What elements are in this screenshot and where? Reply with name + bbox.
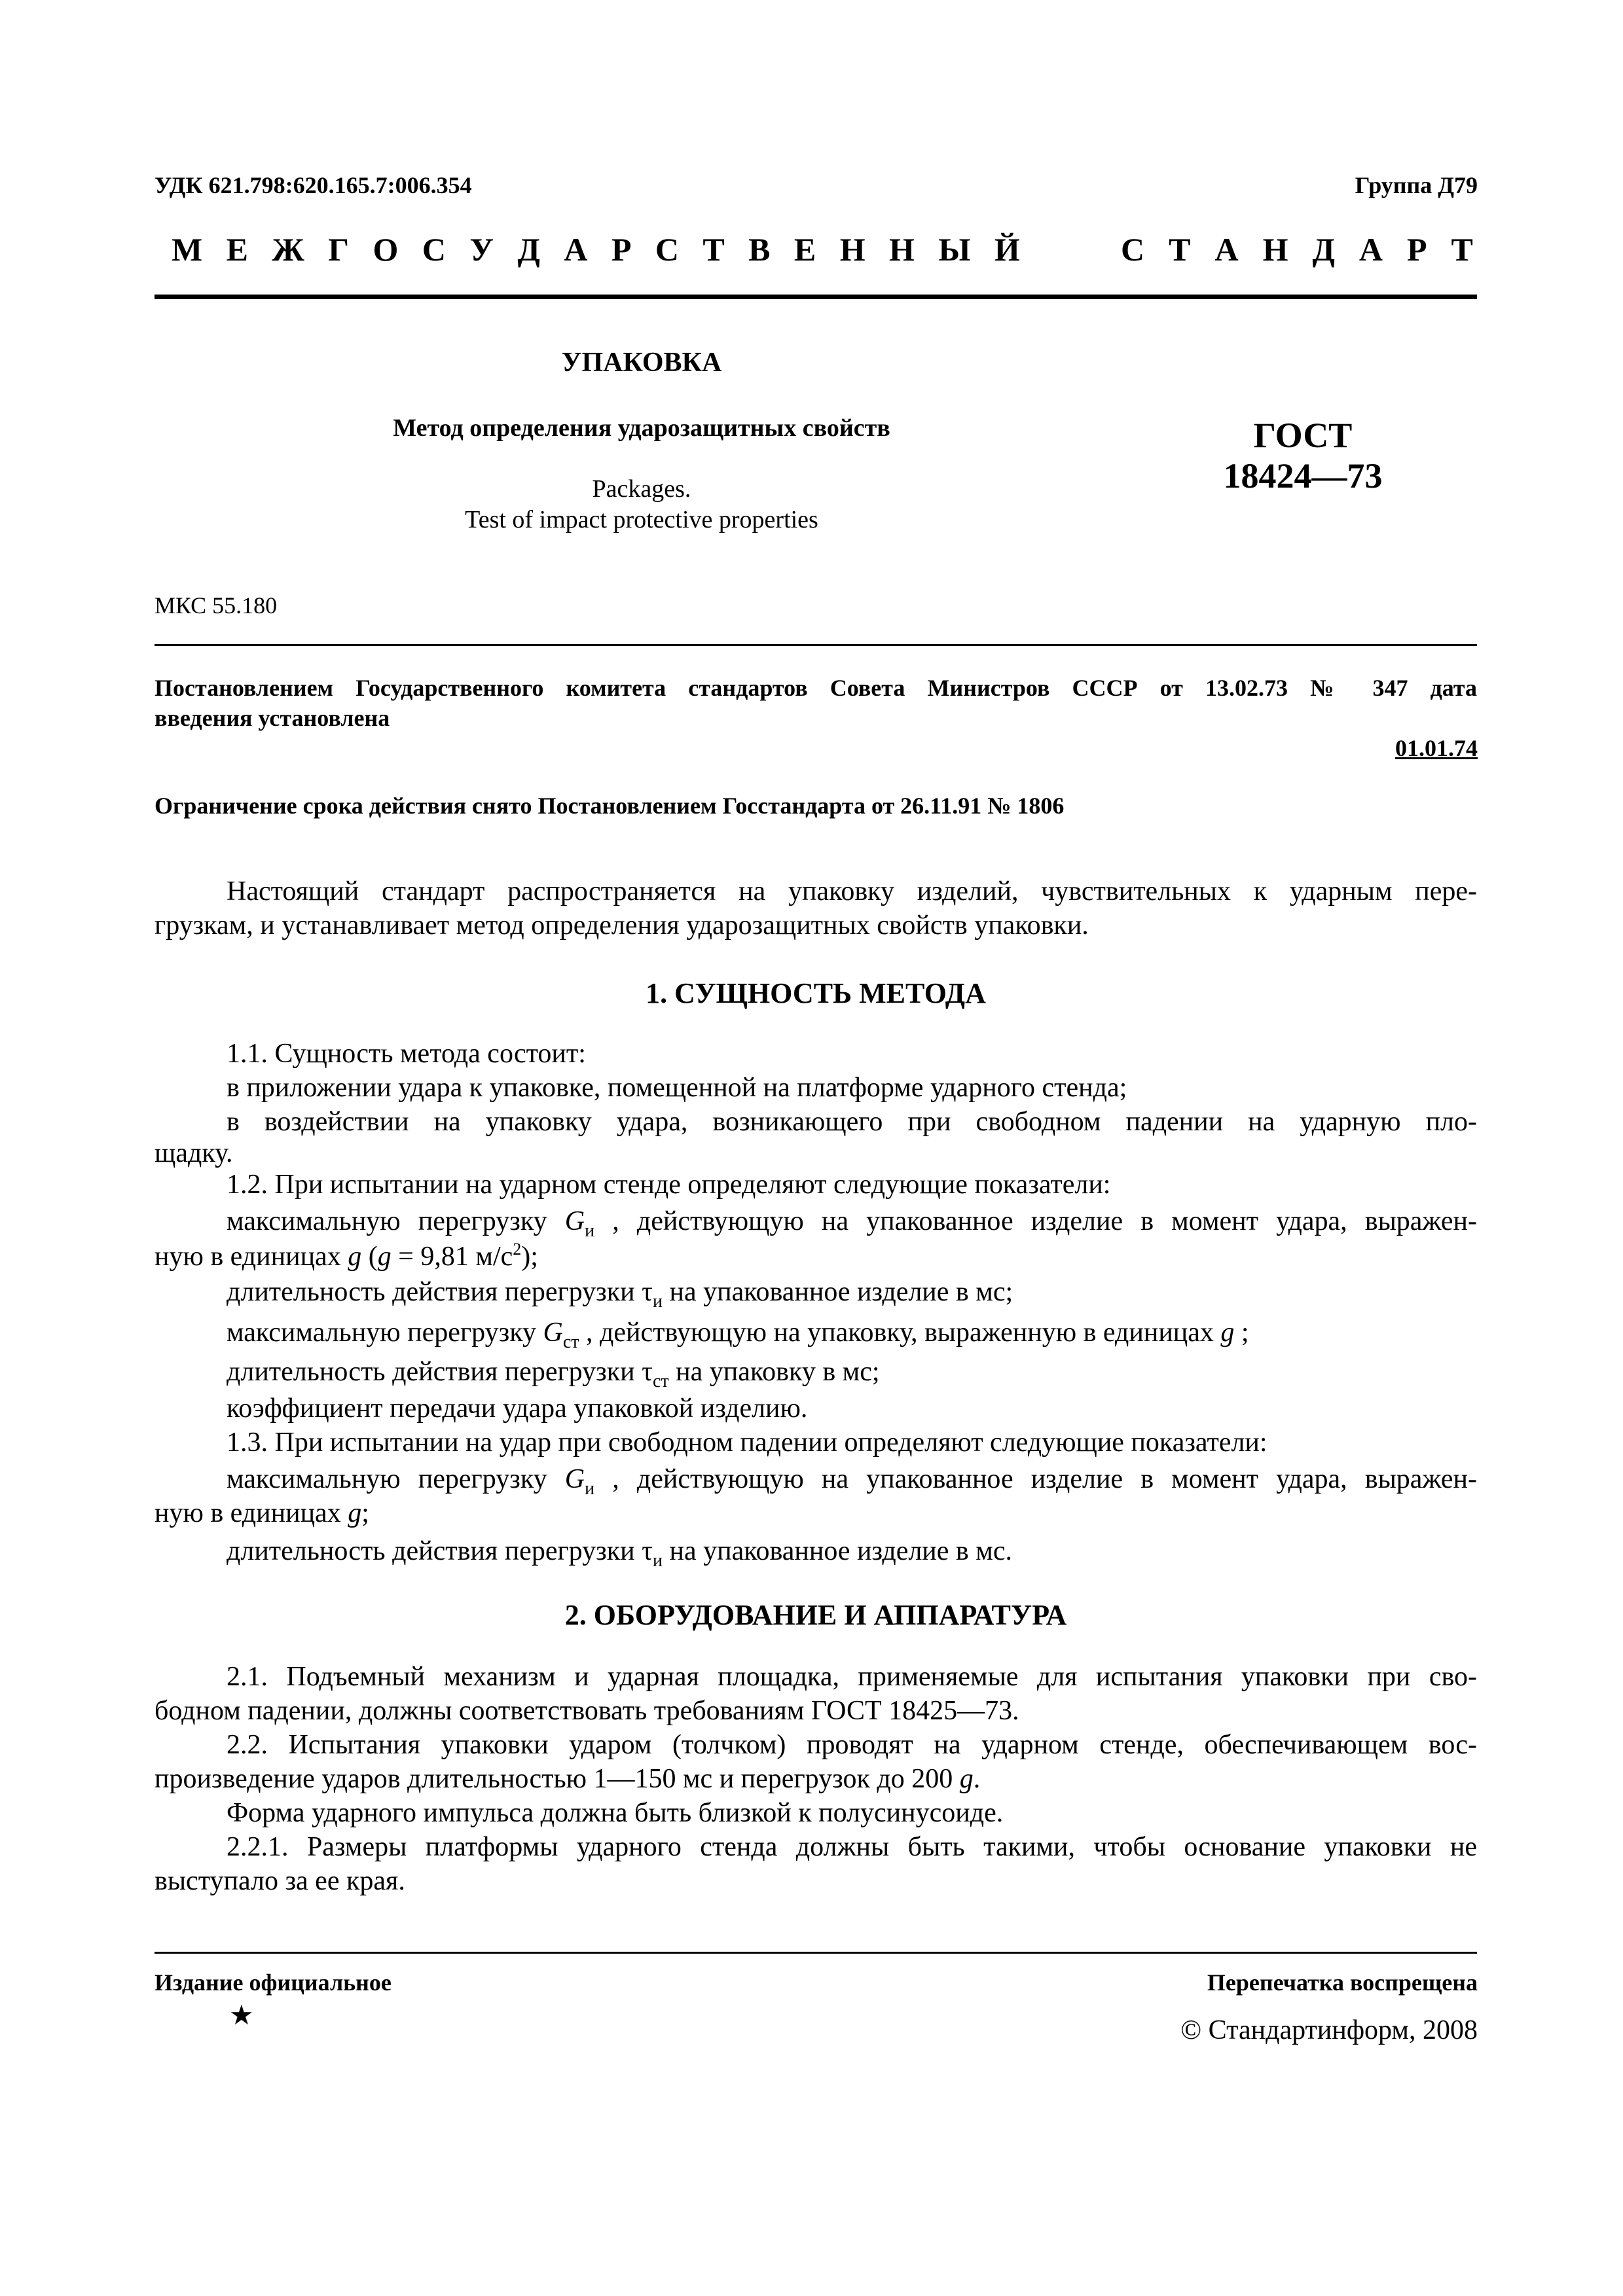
s2-2-1-1: 2.2.1. Размеры платформы ударного стенда должны быть такими, чтобы основание упаковки не <box>227 1832 1477 1862</box>
subscript: и <box>653 1551 663 1571</box>
decree-line-2: введения установлена <box>155 705 390 731</box>
spaced-letter: С <box>655 231 679 268</box>
spaced-letter: Е <box>793 231 816 268</box>
udk-code: УДК 621.798:620.165.7:006.354 <box>155 172 472 198</box>
spaced-letter: Ж <box>272 231 304 268</box>
spaced-letter: Н <box>839 231 866 268</box>
spaced-letter: С <box>1121 231 1145 268</box>
title-subtitle: Метод определения ударозащитных свойств <box>393 414 890 442</box>
official-edition: Издание официальное <box>155 1969 392 1996</box>
spaced-letter: М <box>172 231 203 268</box>
symbol-g-load: G <box>564 1464 585 1494</box>
text: произведение ударов длительностью 1—150 мс и перегрузок до 200 <box>155 1764 960 1794</box>
text: ( <box>361 1242 378 1272</box>
s1-3-a-1 <box>155 1462 1478 1499</box>
text: максимальную перегрузку <box>227 1206 565 1236</box>
standard-word-interstate <box>172 230 1020 268</box>
text: ную в единицах <box>155 1498 348 1528</box>
gost-label: ГОСТ <box>1253 416 1353 455</box>
spaced-letter: Н <box>889 231 915 268</box>
text: ; <box>361 1498 369 1528</box>
standard-word-standard <box>1121 230 1473 268</box>
text: , действующую на упакованное изделие в момент удара, выражен- <box>594 1206 1478 1236</box>
restriction-note: Ограничение срока действия снято Постановлением Госстандарта от 26.11.91 № 1806 <box>155 793 1065 819</box>
text: , действующую на упаковку, выраженную в единицах <box>579 1318 1221 1348</box>
gost-number: 18424—73 <box>1223 456 1383 495</box>
text: ; <box>1234 1318 1249 1348</box>
text: = 9,81 м/с <box>391 1242 513 1272</box>
text: . <box>973 1764 981 1794</box>
s1-2-b <box>227 1275 1013 1312</box>
spaced-letter: Р <box>611 231 632 268</box>
symbol-g: g <box>959 1764 974 1794</box>
symbol-g: g <box>348 1498 362 1528</box>
star-icon: ★ <box>229 2001 254 2031</box>
s1-2-e: коэффициент передачи удара упаковкой изделию. <box>227 1393 808 1424</box>
symbol-g: g <box>377 1242 392 1272</box>
s2-1-2: бодном падении, должны соответствовать требованиям ГОСТ 18425—73. <box>155 1696 1019 1726</box>
symbol-g: g <box>348 1242 362 1272</box>
spaced-letter: Ы <box>938 231 971 268</box>
s1-2: 1.2. При испытании на ударном стенде определяют следующие показатели: <box>227 1170 1111 1200</box>
subscript: ст <box>562 1332 579 1352</box>
subscript: и <box>653 1291 663 1312</box>
symbol-g-load: G <box>564 1206 585 1236</box>
text: длительность действия перегрузки <box>227 1536 642 1566</box>
title-rule <box>155 644 1477 646</box>
spaced-letter: О <box>373 231 399 268</box>
text: ную в единицах <box>155 1242 348 1272</box>
symbol-tau: τ <box>642 1536 653 1566</box>
s1-2-a-2 <box>155 1240 538 1274</box>
s1-3-a-2 <box>155 1496 369 1530</box>
spaced-letter: С <box>422 231 446 268</box>
spaced-letter: Д <box>1312 231 1335 268</box>
s1-2-a-1 <box>155 1204 1478 1241</box>
symbol-g-load: G <box>543 1318 563 1348</box>
spaced-letter: Т <box>1451 231 1473 268</box>
spaced-letter: А <box>1214 231 1239 268</box>
s1-1-a: в приложении удара к упаковке, помещенной на платформе ударного стенда; <box>227 1073 1127 1103</box>
reprint-forbidden: Перепечатка воспрещена <box>1207 1969 1478 1996</box>
text: длительность действия перегрузки <box>227 1357 642 1387</box>
spaced-letter: Р <box>1407 231 1427 268</box>
s1-3: 1.3. При испытании на удар при свободном падении определяют следующие показатели: <box>227 1427 1267 1458</box>
s1-1-b-2: щадку. <box>155 1138 233 1168</box>
text: на упакованное изделие в мс; <box>662 1277 1013 1307</box>
text: максимальную перегрузку <box>227 1318 543 1348</box>
spaced-letter: А <box>1359 231 1383 268</box>
text: на упаковку в мс; <box>668 1357 880 1387</box>
subscript: и <box>585 1479 595 1499</box>
text: максимальную перегрузку <box>227 1464 565 1494</box>
subscript: ст <box>653 1371 669 1391</box>
section-2-heading: 2. ОБОРУДОВАНИЕ И АППАРАТУРА <box>564 1599 1067 1631</box>
intro-line-1: Настоящий стандарт распространяется на упаковку изделий, чувствительных к ударным пере- <box>227 876 1477 906</box>
copyright: © Стандартинформ, 2008 <box>1180 2015 1478 2045</box>
mks-code: МКС 55.180 <box>155 592 278 619</box>
title-english-2: Test of impact protective properties <box>465 506 818 533</box>
spaced-letter: Т <box>1169 231 1191 268</box>
superscript: 2 <box>513 1240 522 1259</box>
s1-1-b-1: в воздействии на упаковку удара, возникающего при свободном падении на ударную пло- <box>227 1107 1477 1137</box>
text: , действующую на упакованное изделие в момент удара, выражен- <box>594 1464 1478 1494</box>
s2-2-2 <box>155 1762 980 1796</box>
spaced-letter: Г <box>328 231 350 268</box>
s2-2-1: 2.2. Испытания упаковки ударом (толчком) проводят на ударном стенде, обеспечивающем вос- <box>227 1730 1477 1760</box>
s2-2-1-2: выступало за ее края. <box>155 1866 405 1896</box>
intro-line-2: грузкам, и устанавливает метод определения ударозащитных свойств упаковки. <box>155 910 1089 941</box>
spaced-letter: Д <box>517 231 540 268</box>
group-code: Группа Д79 <box>1355 172 1478 198</box>
s1-3-b <box>227 1534 1012 1571</box>
text: на упакованное изделие в мс. <box>662 1536 1012 1566</box>
footer-rule <box>155 1952 1477 1954</box>
decree-date: 01.01.74 <box>1395 735 1478 761</box>
spaced-letter: В <box>748 231 771 268</box>
title-english-1: Packages. <box>592 475 691 503</box>
symbol-tau: τ <box>642 1277 653 1307</box>
spaced-letter: Й <box>994 231 1020 268</box>
symbol-g: g <box>1220 1318 1235 1348</box>
spaced-letter: А <box>564 231 588 268</box>
text: длительность действия перегрузки <box>227 1277 642 1307</box>
s1-2-d <box>227 1355 880 1389</box>
decree-line-1: Постановлением Государственного комитета стандартов Совета Министров СССР от 13.02.73 № 347 дата <box>155 675 1477 701</box>
spaced-letter: Т <box>702 231 725 268</box>
subscript: и <box>585 1221 595 1241</box>
header-rule <box>155 295 1477 299</box>
symbol-tau: τ <box>642 1357 653 1387</box>
section-1-heading: 1. СУЩНОСТЬ МЕТОДА <box>646 977 986 1009</box>
s1-1: 1.1. Сущность метода состоит: <box>227 1039 586 1069</box>
spaced-letter: Е <box>226 231 248 268</box>
text: ); <box>521 1242 538 1272</box>
title-main: УПАКОВКА <box>561 348 722 378</box>
s1-2-c <box>227 1316 1249 1350</box>
s2-1-1: 2.1. Подъемный механизм и ударная площадка, применяемые для испытания упаковки при сво- <box>227 1662 1477 1692</box>
s2-2-3: Форма ударного импульса должна быть близкой к полусинусоиде. <box>227 1798 1004 1828</box>
spaced-letter: Н <box>1262 231 1288 268</box>
spaced-letter: У <box>469 231 494 268</box>
